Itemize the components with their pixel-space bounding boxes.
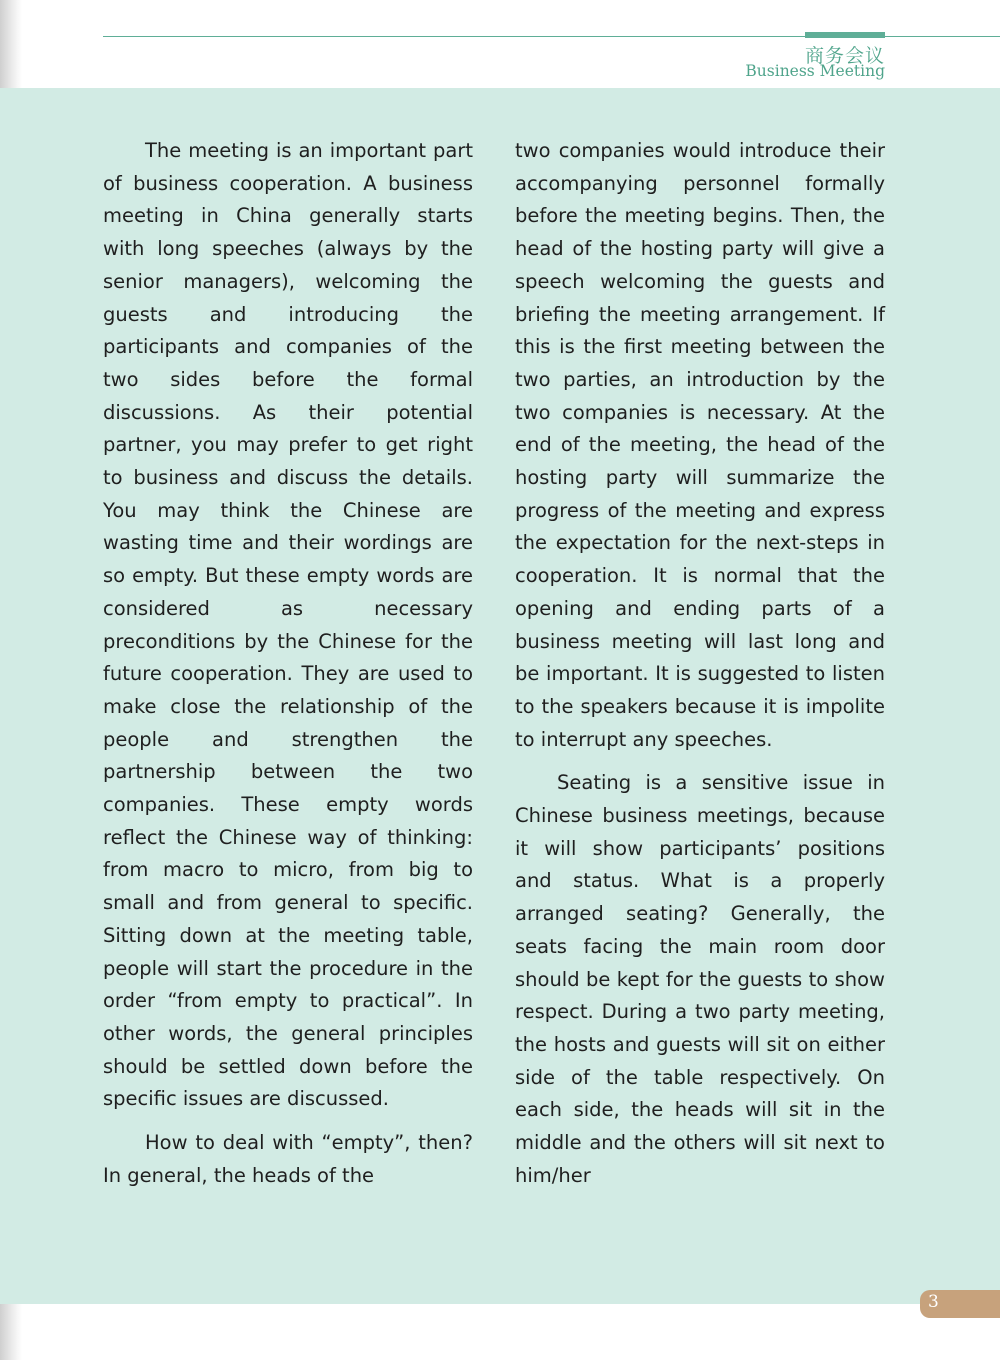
paragraph-seating: Seating is a sensitive issue in Chinese business meetings, because it will show participants’ positions and status. What is a properly arranged seating? Generally, the seats facing the main room door should be kept for the guests to show respect. During a two party meeting, the hosts and guests will sit on either side of the table respectively. On each side, the heads will sit in the middle and the others will sit next to him/her: [515, 771, 885, 1187]
running-header-english: Business Meeting: [745, 62, 885, 80]
page-number: 3: [928, 1292, 939, 1312]
running-header-chinese: 商务会议: [804, 45, 885, 67]
right-column: [515, 135, 885, 1204]
paragraph-introductions: two companies would introduce their accompanying personnel formally before the meeting begins. Then, the head of the hosting party will give a speech welcoming the guests and briefing the meeting arrangement. If this is the first meeting between the two parties, an introduction by the two companies is necessary. At the end of the meeting, the head of the hosting party will summarize the progress of the meeting and express the expectation for the next-steps in cooperation. It is normal that the opening and ending parts of a business meeting will last long and be important. It is suggested to listen to the speakers because it is impolite to interrupt any speeches.: [515, 139, 885, 751]
header-rule: [103, 36, 1000, 37]
paragraph-dealing-with-empty: How to deal with “empty”, then? In general, the heads of the: [103, 1131, 473, 1187]
header-accent-tab: [805, 32, 885, 38]
paragraph-meeting-importance: The meeting is an important part of business cooperation. A business meeting in China generally starts with long speeches (always by the senior managers), welcoming the guests and introducing the participants and companies of the two sides before the formal discussions. As their potential partner, you may prefer to get right to business and discuss the details. You may think the Chinese are wasting time and their wordings are so empty. But these empty words are considered as necessary preconditions by the Chinese for the future cooperation. They are used to make close the relationship of the people and strengthen the partnership between the two companies. These empty words reflect the Chinese way of thinking: from macro to micro, from big to small and from general to specific. Sitting down at the meeting table, people will start the procedure in the order “from empty to practical”. In other words, the general principles should be settled down before the specific issues are discussed.: [103, 139, 473, 1111]
left-column: [103, 135, 473, 1204]
